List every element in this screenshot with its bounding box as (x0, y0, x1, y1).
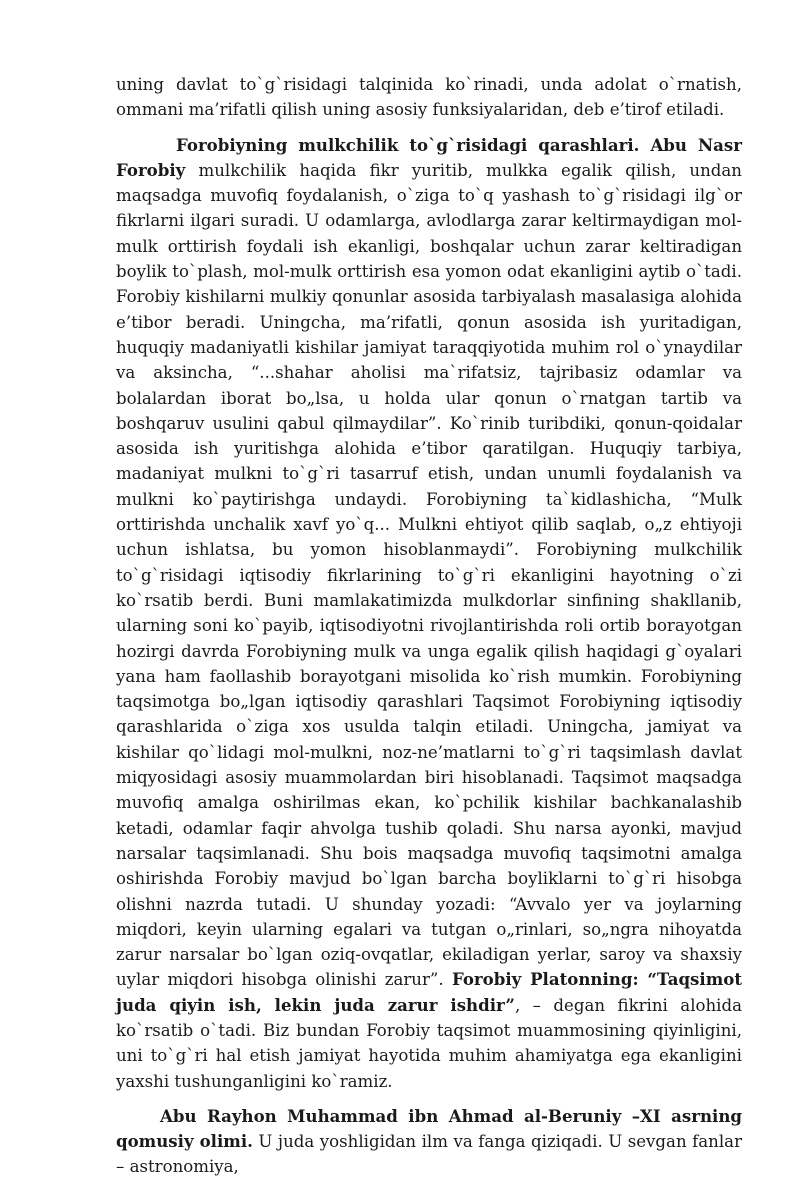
author-name: Abu Nasr Forobiy (116, 134, 743, 180)
bold-quote: Forobiy Platonning: “Taqsimot juda qiyin ish, lekin juda zarur ishdir” (116, 969, 742, 1015)
paragraph-text: mulkchilik haqida fikr yuritib, mulkka egalik qilish, undan maqsadga muvofiq foydalanish, o`ziga to`q yashash to`g`risidagi ilg`or fikrlarni ilgari suradi. U odamlarga, avlodlarga zarar keltirmaydigan mol-mulk orttirish foydali ish ekanligi, boshqalar uchun zarar keltiradigan boylik to`plash, mol-mulk orttirish esa yomon odat ekanligini aytib o`tadi. Forobiy kishilarni mulkiy qonunlar asosida tarbiyalash masalasiga alohida e’tibor beradi. Uningcha, ma’rifatli, qonun asosida ish yuritadigan, huquqiy madaniyatli kishilar jamiyat taraqqiyotida muhim rol o`ynaydilar va aksincha, “...shahar aholisi ma`rifatsiz, tajribasiz odamlar va bolalardan iborat bo„lsa, u holda ular qonun o`rnatgan tartib va boshqaruv usulini qabul qilmaydilar”. Ko`rinib turibdiki, qonun-qoidalar asosida ish yuritishga alohida e’tibor qaratilgan. Huquqiy tarbiya, madaniyat mulkni to`g`ri tasarruf etish, undan unumli foydalanish va mulkni ko`paytirishga undaydi. Forobiyning ta`kidlashicha, “Mulk orttirishda unchalik xavf yo`q... Mulkni ehtiyot qilib saqlab, o„z ehtiyoji uchun ishlatsa, bu yomon hisoblanmaydi”. Forobiyning mulkchilik to`g`risidagi iqtisodiy fikrlarining to`g`ri ekanligini hayotning o`zi ko`rsatib berdi. Buni mamlakatimizda mulkdorlar sinfining shakllanib, ularning soni ko`payib, iqtisodiyotni rivojlantirishda roli ortib borayotgan hozirgi davrda Forobiyning mulk va unga egalik qilish haqidagi g`oyalari yana ham faollashib borayotgani misolida ko`rish mumkin. Forobiyning taqsimotga bo„lgan iqtisodiy qarashlari Taqsimot Forobiyning iqtisodiy qarashlarida o`ziga xos usulda talqin etiladi. Uningcha, jamiyat va kishilar qo`lidagi mol-mulkni, noz-ne’matlarni to`g`ri taqsimlash davlat miqyosidagi asosiy muammolardan biri hisoblanadi. Taqsimot maqsadga muvofiq amalga oshirilmas ekan, ko`pchilik kishilar bachkanalashib ketadi, odamlar faqir ahvolga tushib qoladi. Shu narsa ayonki, mavjud narsalar taqsimlanadi. Shu bois maqsadga muvofiq taqsimotni amalga oshirishda Forobiy mavjud bo`lgan barcha boyliklarni to`g`ri hisobga olishni nazrda tutadi. U shunday yozadi: “Avvalo yer va joylarning miqdori, keyin ularning egalari va tutgan o„rinlari, so„ngra nihoyatda zarur narsalar bo`lgan oziq-ovqatlar, ekiladigan yerlar, saroy va shaxsiy uylar miqdori hisobga olinishi zarur”. (116, 160, 742, 990)
heading-separator: . (633, 134, 651, 155)
paragraph-text: uning davlat to`g`risidagi talqinida ko`rinadi, unda adolat o`rnatish, ommani ma’rifatli qilish uning asosiy funksiyalaridan, deb e’tirof etiladi. (116, 75, 742, 120)
paragraph-text: , – degan fikrini alohida ko`rsatib o`tadi. Biz bundan Forobiy taqsimot muammosining qiyinligini, uni to`g`ri hal etish jamiyat hayotida muhim ahamiyatga ega ekanligini yaxshi tushunganligini ko`ramiz. (116, 995, 743, 1091)
paragraph-text: U juda yoshligidan ilm va fanga qiziqadi. U sevgan fanlar – astronomiya, (116, 1132, 743, 1177)
paragraph-intro (116, 72, 742, 123)
paragraph-beruniy (116, 1104, 742, 1180)
section-heading: Forobiyning mulkchilik to`g`risidagi qarashlari (176, 134, 634, 155)
document-page (116, 72, 742, 1180)
paragraph-forobiy-property (116, 133, 742, 1094)
section-heading: Abu Rayhon Muhammad ibn Ahmad al-Beruniy –XI asrning qomusiy olimi. (116, 1105, 742, 1152)
